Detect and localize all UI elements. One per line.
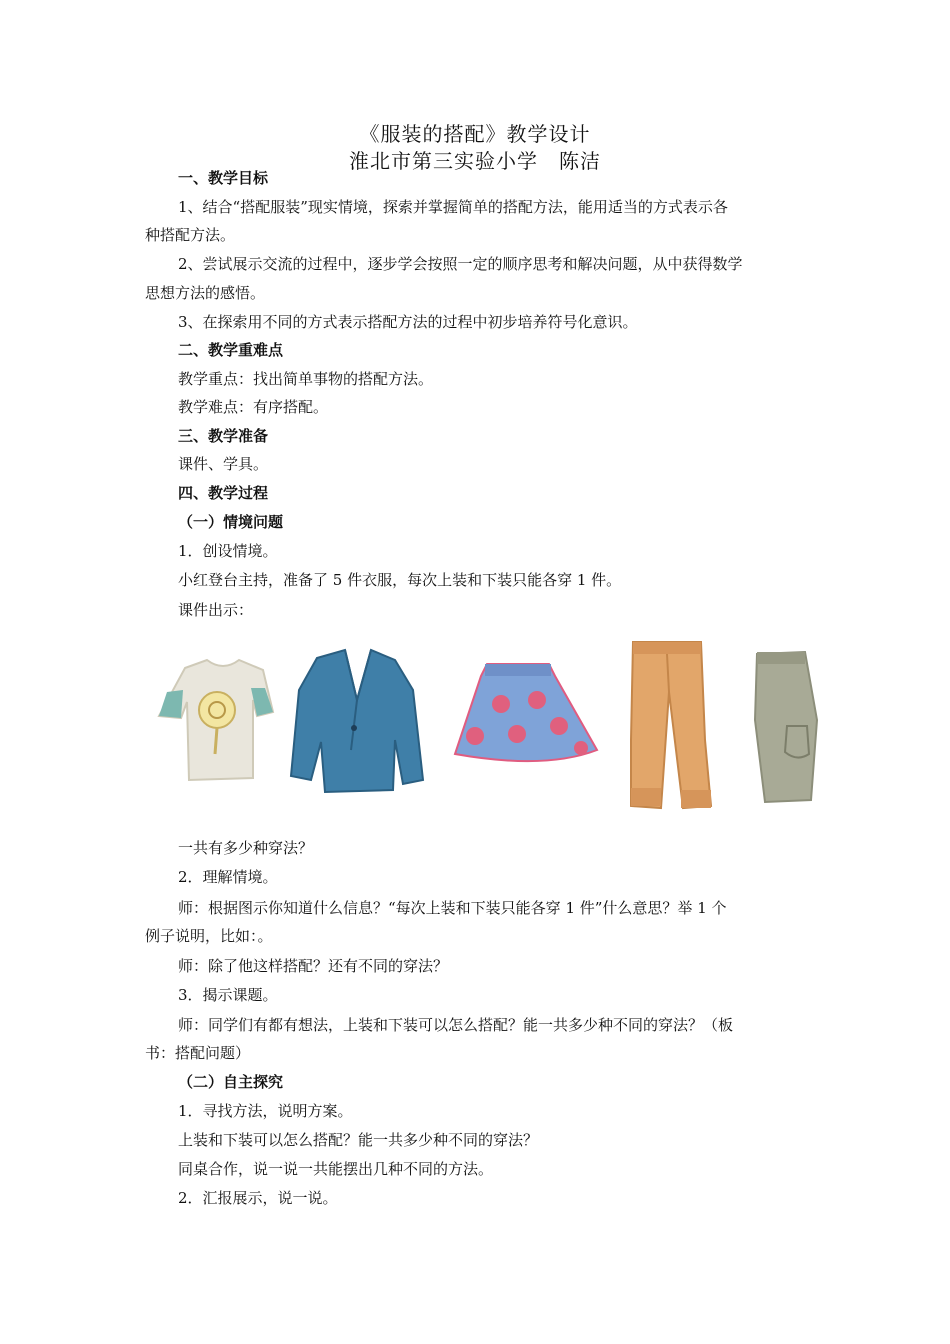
paragraph-line: 同桌合作，说一说一共能摆出几种不同的方法。 xyxy=(178,1160,494,1178)
paragraph-line: 教学难点：有序搭配。 xyxy=(178,398,329,416)
tshirt-icon xyxy=(159,660,273,780)
skirt-icon xyxy=(455,664,597,761)
short-skirt-icon xyxy=(755,652,817,802)
subsection-heading-situation: （一）情境问题 xyxy=(178,513,284,531)
paragraph-line: 师：同学们有都有想法，上装和下装可以怎么搭配？能一共多少种不同的穿法？（板 xyxy=(178,1016,734,1034)
paragraph-line: 师：除了他这样搭配？还有不同的穿法？ xyxy=(178,957,449,975)
paragraph-line: 课件出示： xyxy=(178,601,254,619)
blazer-icon xyxy=(291,650,423,792)
paragraph-line: 3．揭示课题。 xyxy=(178,986,278,1004)
paragraph-line: 3、在探索用不同的方式表示搭配方法的过程中初步培养符号化意识。 xyxy=(178,313,638,331)
paragraph-line: 1．寻找方法，说明方案。 xyxy=(178,1102,353,1120)
paragraph-line: 教学重点：找出简单事物的搭配方法。 xyxy=(178,370,434,388)
paragraph-line: 书：搭配问题） xyxy=(145,1044,251,1062)
paragraph-line: 2．汇报展示，说一说。 xyxy=(178,1189,338,1207)
paragraph-line: 师：根据图示你知道什么信息？“每次上装和下装只能各穿 1 件”什么意思？举 1 个 xyxy=(178,899,727,917)
section-heading-preparation: 三、教学准备 xyxy=(178,427,269,445)
clothing-illustration xyxy=(145,630,835,830)
paragraph-line: 2、尝试展示交流的过程中，逐步学会按照一定的顺序思考和解决问题，从中获得数学 xyxy=(178,255,743,273)
paragraph-line: 小红登台主持，准备了 5 件衣服，每次上装和下装只能各穿 1 件。 xyxy=(178,571,622,589)
paragraph-line: 1、结合“搭配服装”现实情境，探索并掌握简单的搭配方法，能用适当的方式表示各 xyxy=(178,198,728,216)
paragraph-line: 例子说明，比如：。 xyxy=(145,927,273,945)
document-title: 《服装的搭配》教学设计 xyxy=(359,122,591,146)
section-heading-goals: 一、教学目标 xyxy=(178,169,269,187)
author-line: 淮北市第三实验小学 陈洁 xyxy=(349,149,601,173)
section-heading-process: 四、教学过程 xyxy=(178,484,269,502)
pants-icon xyxy=(631,642,711,808)
paragraph-line: 上装和下装可以怎么搭配？能一共多少种不同的穿法？ xyxy=(178,1131,539,1149)
paragraph-line: 一共有多少种穿法？ xyxy=(178,839,314,857)
paragraph-line: 2．理解情境。 xyxy=(178,868,278,886)
paragraph-line: 课件、学具。 xyxy=(178,455,269,473)
paragraph-line: 思想方法的感悟。 xyxy=(145,284,266,302)
subsection-heading-exploration: （二）自主探究 xyxy=(178,1073,284,1091)
section-heading-key-points: 二、教学重难点 xyxy=(178,341,284,359)
paragraph-line: 1．创设情境。 xyxy=(178,542,278,560)
paragraph-line: 种搭配方法。 xyxy=(145,226,236,244)
